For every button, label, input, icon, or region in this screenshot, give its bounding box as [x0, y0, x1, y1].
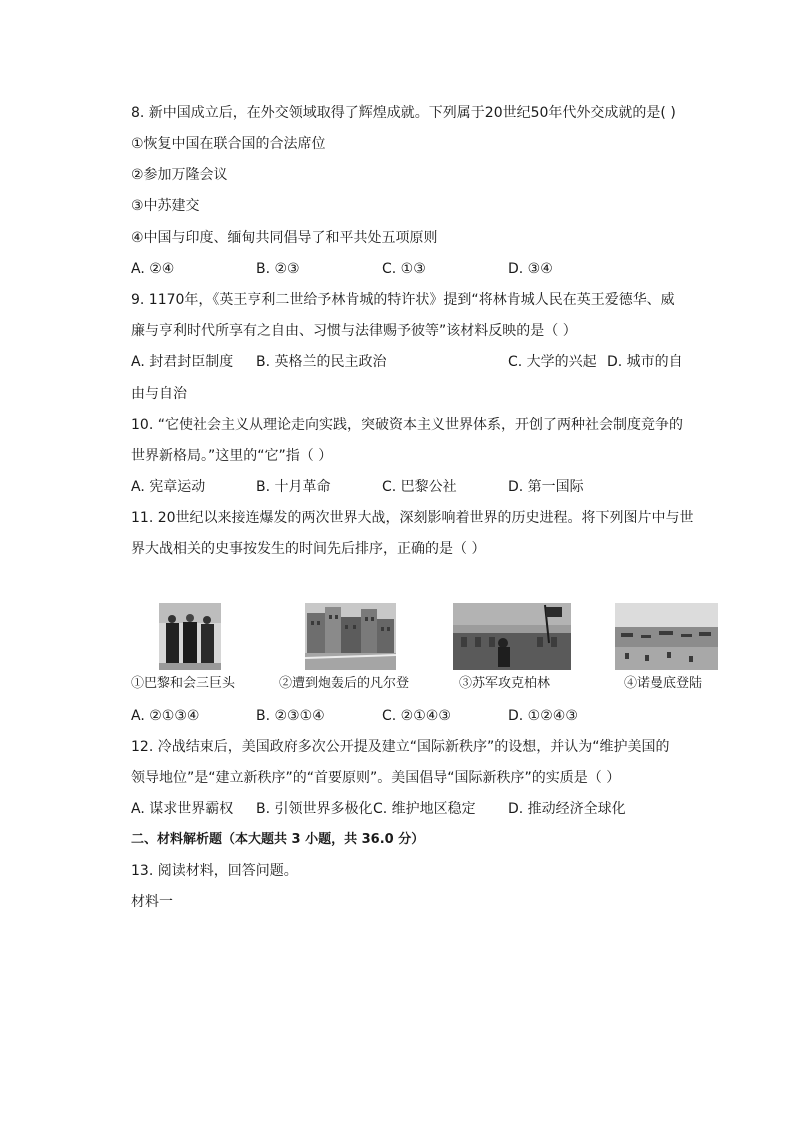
- q12-option-c: C. 维护地区稳定: [373, 801, 476, 817]
- q9-option-b: B. 英格兰的民主政治: [256, 354, 387, 370]
- q10-option-d: D. 第一国际: [508, 479, 584, 495]
- q11-option-a: A. ②①③④: [131, 708, 200, 724]
- verdun-ruins-photo: [305, 603, 396, 670]
- q10-option-c: C. 巴黎公社: [382, 479, 457, 495]
- q10-stem-line-2: 世界新格局。”这里的“它”指（ ）: [131, 448, 333, 464]
- q12-option-b: B. 引领世界多极化: [256, 801, 373, 817]
- q12-option-d: D. 推动经济全球化: [508, 801, 626, 817]
- caption-verdun: ②遭到炮轰后的凡尔登: [279, 676, 410, 691]
- q13-stem: 13. 阅读材料，回答问题。: [131, 863, 298, 879]
- q9-option-a: A. 封君封臣制度: [131, 354, 234, 370]
- q12-stem-line-2: 领导地位”是“建立新秩序”的“首要原则”。美国倡导“国际新秩序”的实质是（ ）: [131, 770, 621, 786]
- caption-normandy: ④诺曼底登陆: [624, 676, 703, 691]
- caption-paris-conference: ①巴黎和会三巨头: [131, 676, 236, 691]
- q8-stem: 8. 新中国成立后，在外交领域取得了辉煌成就。下列属于20世纪50年代外交成就的是( ): [131, 105, 676, 121]
- section-heading: 二、材料解析题（本大题共 3 小题，共 36.0 分）: [131, 832, 425, 847]
- q9-option-d-wrap: 由与自治: [131, 386, 187, 402]
- q11-option-b: B. ②③①④: [256, 708, 325, 724]
- q9-stem-line-1: 9. 1170年，《英王亨利二世给予林肯城的特许状》提到“将林肯城人民在英王爱德华、威: [131, 292, 675, 308]
- q11-option-d: D. ①②④③: [508, 708, 578, 724]
- q8-item-4: ④中国与印度、缅甸共同倡导了和平共处五项原则: [131, 230, 438, 246]
- q11-stem-line-1: 11. 20世纪以来接连爆发的两次世界大战，深刻影响着世界的历史进程。将下列图片中与世: [131, 510, 694, 526]
- normandy-landing-photo: [615, 603, 718, 670]
- berlin-reichstag-flag-photo: [453, 603, 571, 670]
- q11-stem-line-2: 界大战相关的史事按发生的时间先后排序，正确的是（ ）: [131, 541, 486, 557]
- q10-stem-line-1: 10. “它使社会主义从理论走向实践，突破资本主义世界体系，开创了两种社会制度竞争的: [131, 417, 683, 433]
- q8-option-b: B. ②③: [256, 261, 300, 277]
- q10-option-a: A. 宪章运动: [131, 479, 206, 495]
- paris-conference-photo: [159, 603, 221, 670]
- q11-option-c: C. ②①④③: [382, 708, 451, 724]
- q12-stem-line-1: 12. 冷战结束后，美国政府多次公开提及建立“国际新秩序”的设想，并认为“维护美国的: [131, 739, 670, 755]
- q8-item-1: ①恢复中国在联合国的合法席位: [131, 136, 326, 152]
- q8-option-d: D. ③④: [508, 261, 553, 277]
- q9-option-c: C. 大学的兴起: [508, 354, 597, 370]
- q8-option-a: A. ②④: [131, 261, 175, 277]
- q9-option-d: D. 城市的自: [607, 354, 683, 370]
- q10-option-b: B. 十月革命: [256, 479, 331, 495]
- q8-item-2: ②参加万隆会议: [131, 167, 228, 183]
- q8-option-c: C. ①③: [382, 261, 426, 277]
- caption-berlin: ③苏军攻克柏林: [459, 676, 551, 691]
- q9-stem-line-2: 廉与亨利时代所享有之自由、习惯与法律赐予彼等”该材料反映的是（ ）: [131, 323, 577, 339]
- q13-material-label: 材料一: [131, 894, 173, 910]
- q8-item-3: ③中苏建交: [131, 198, 200, 214]
- q12-option-a: A. 谋求世界霸权: [131, 801, 234, 817]
